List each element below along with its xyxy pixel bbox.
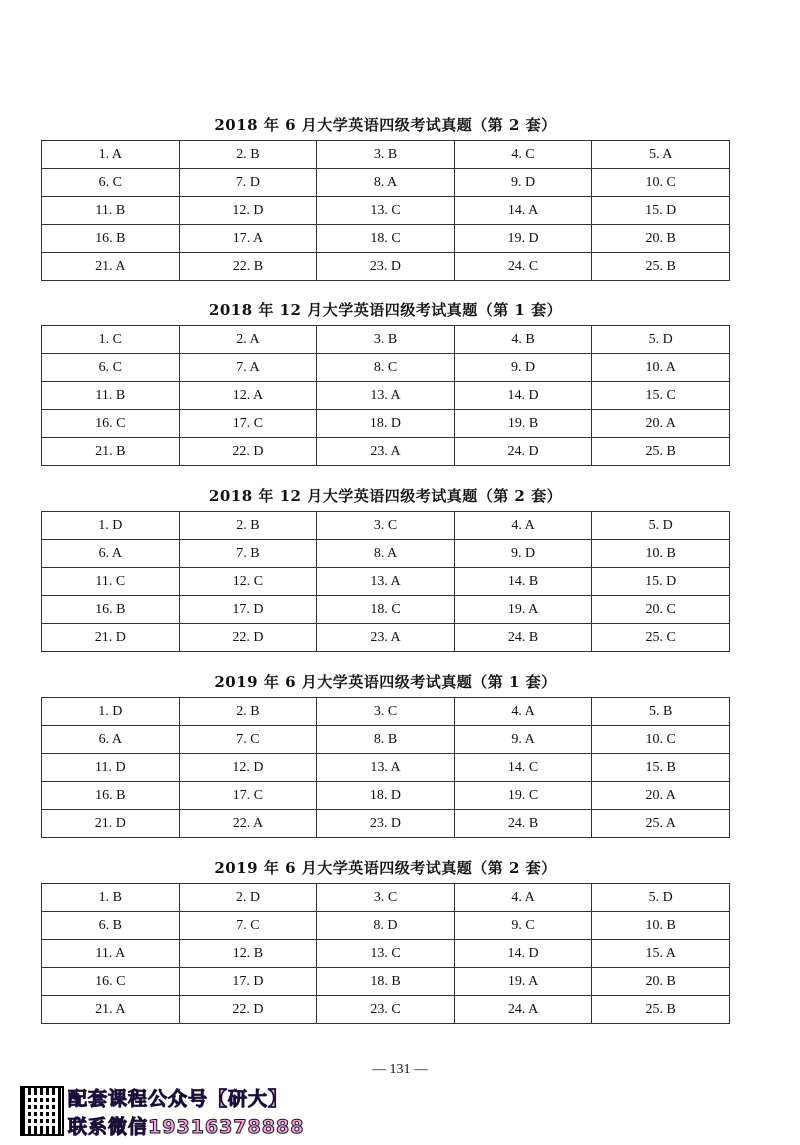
answer-cell: 25. B bbox=[592, 438, 730, 466]
answer-cell: 1. D bbox=[42, 512, 180, 540]
table-row bbox=[42, 884, 730, 912]
answer-cell: 5. D bbox=[592, 326, 730, 354]
answer-cell: 7. D bbox=[179, 169, 317, 197]
watermark-line-1: 配套课程公众号【研大】 bbox=[68, 1088, 289, 1110]
table-row bbox=[42, 810, 730, 838]
answer-cell: 9. A bbox=[454, 726, 592, 754]
answer-cell: 21. A bbox=[42, 253, 180, 281]
answer-cell: 10. C bbox=[592, 169, 730, 197]
answer-cell: 13. C bbox=[317, 197, 455, 225]
answer-section bbox=[41, 110, 730, 281]
answer-cell: 10. C bbox=[592, 726, 730, 754]
answer-cell: 16. B bbox=[42, 225, 180, 253]
answer-cell: 11. A bbox=[42, 940, 180, 968]
answer-cell: 6. A bbox=[42, 726, 180, 754]
table-row bbox=[42, 382, 730, 410]
answer-cell: 7. C bbox=[179, 726, 317, 754]
table-row bbox=[42, 410, 730, 438]
answer-cell: 20. B bbox=[592, 968, 730, 996]
answer-cell: 21. D bbox=[42, 624, 180, 652]
answer-cell: 15. A bbox=[592, 940, 730, 968]
table-row bbox=[42, 169, 730, 197]
answer-cell: 6. C bbox=[42, 169, 180, 197]
answer-cell: 17. D bbox=[179, 596, 317, 624]
answer-cell: 22. D bbox=[179, 624, 317, 652]
answer-cell: 6. C bbox=[42, 354, 180, 382]
answer-cell: 21. B bbox=[42, 438, 180, 466]
table-row bbox=[42, 726, 730, 754]
answer-cell: 15. B bbox=[592, 754, 730, 782]
answer-cell: 19. A bbox=[454, 968, 592, 996]
answer-cell: 8. B bbox=[317, 726, 455, 754]
answer-cell: 5. D bbox=[592, 884, 730, 912]
answer-cell: 22. A bbox=[179, 810, 317, 838]
answer-cell: 8. D bbox=[317, 912, 455, 940]
answer-cell: 6. A bbox=[42, 540, 180, 568]
answer-cell: 18. D bbox=[317, 410, 455, 438]
answer-section bbox=[41, 295, 730, 466]
answer-cell: 13. A bbox=[317, 754, 455, 782]
answer-cell: 11. C bbox=[42, 568, 180, 596]
answer-cell: 2. B bbox=[179, 698, 317, 726]
answer-cell: 13. A bbox=[317, 568, 455, 596]
watermark-line-2: 联系微信19316378888 bbox=[68, 1116, 305, 1138]
answer-cell: 15. C bbox=[592, 382, 730, 410]
answer-cell: 21. A bbox=[42, 996, 180, 1024]
answer-cell: 8. C bbox=[317, 354, 455, 382]
answer-table bbox=[41, 511, 730, 652]
answer-cell: 4. A bbox=[454, 512, 592, 540]
table-row bbox=[42, 253, 730, 281]
table-row bbox=[42, 568, 730, 596]
answer-cell: 4. A bbox=[454, 884, 592, 912]
answer-cell: 19. B bbox=[454, 410, 592, 438]
answer-cell: 25. A bbox=[592, 810, 730, 838]
table-row bbox=[42, 996, 730, 1024]
answer-cell: 12. B bbox=[179, 940, 317, 968]
qr-code-icon bbox=[20, 1086, 64, 1136]
answer-cell: 18. C bbox=[317, 225, 455, 253]
answer-cell: 16. B bbox=[42, 782, 180, 810]
answer-cell: 14. B bbox=[454, 568, 592, 596]
answer-section bbox=[41, 667, 730, 838]
page-number: — 131 — bbox=[372, 1062, 428, 1077]
answer-cell: 20. B bbox=[592, 225, 730, 253]
answer-cell: 10. A bbox=[592, 354, 730, 382]
answer-cell: 2. B bbox=[179, 141, 317, 169]
answer-cell: 3. C bbox=[317, 884, 455, 912]
answer-cell: 11. D bbox=[42, 754, 180, 782]
answer-cell: 3. C bbox=[317, 698, 455, 726]
answer-cell: 15. D bbox=[592, 568, 730, 596]
answer-cell: 4. C bbox=[454, 141, 592, 169]
answer-cell: 12. D bbox=[179, 754, 317, 782]
answer-cell: 1. A bbox=[42, 141, 180, 169]
answer-table bbox=[41, 140, 730, 281]
section-title: 2018 年 6 月大学英语四级考试真题（第 2 套） bbox=[214, 116, 557, 134]
answer-cell: 15. D bbox=[592, 197, 730, 225]
answer-cell: 23. D bbox=[317, 253, 455, 281]
answer-cell: 23. D bbox=[317, 810, 455, 838]
answer-cell: 24. B bbox=[454, 624, 592, 652]
answer-cell: 20. C bbox=[592, 596, 730, 624]
answer-cell: 3. B bbox=[317, 326, 455, 354]
answer-cell: 17. D bbox=[179, 968, 317, 996]
table-row bbox=[42, 141, 730, 169]
answer-cell: 19. A bbox=[454, 596, 592, 624]
table-row bbox=[42, 698, 730, 726]
answer-cell: 19. C bbox=[454, 782, 592, 810]
answer-cell: 14. D bbox=[454, 940, 592, 968]
answer-cell: 22. B bbox=[179, 253, 317, 281]
section-title: 2018 年 12 月大学英语四级考试真题（第 2 套） bbox=[208, 487, 563, 505]
answer-cell: 18. D bbox=[317, 782, 455, 810]
answer-cell: 7. C bbox=[179, 912, 317, 940]
answer-cell: 12. D bbox=[179, 197, 317, 225]
answer-cell: 19. D bbox=[454, 225, 592, 253]
answer-cell: 7. B bbox=[179, 540, 317, 568]
answer-cell: 1. B bbox=[42, 884, 180, 912]
table-row bbox=[42, 754, 730, 782]
answer-cell: 20. A bbox=[592, 782, 730, 810]
table-row bbox=[42, 326, 730, 354]
table-row bbox=[42, 624, 730, 652]
answer-cell: 4. B bbox=[454, 326, 592, 354]
answer-cell: 17. C bbox=[179, 782, 317, 810]
answer-cell: 14. C bbox=[454, 754, 592, 782]
answer-cell: 13. C bbox=[317, 940, 455, 968]
answer-cell: 11. B bbox=[42, 382, 180, 410]
answer-cell: 17. C bbox=[179, 410, 317, 438]
table-row bbox=[42, 197, 730, 225]
answer-cell: 9. C bbox=[454, 912, 592, 940]
answer-cell: 14. D bbox=[454, 382, 592, 410]
answer-cell: 11. B bbox=[42, 197, 180, 225]
table-row bbox=[42, 438, 730, 466]
answer-cell: 16. C bbox=[42, 410, 180, 438]
answer-cell: 24. D bbox=[454, 438, 592, 466]
answer-cell: 4. A bbox=[454, 698, 592, 726]
answer-cell: 1. C bbox=[42, 326, 180, 354]
answer-cell: 1. D bbox=[42, 698, 180, 726]
answer-cell: 13. A bbox=[317, 382, 455, 410]
section-title: 2019 年 6 月大学英语四级考试真题（第 1 套） bbox=[214, 673, 557, 691]
answer-cell: 3. C bbox=[317, 512, 455, 540]
answer-cell: 6. B bbox=[42, 912, 180, 940]
table-row bbox=[42, 540, 730, 568]
table-row bbox=[42, 596, 730, 624]
table-row bbox=[42, 512, 730, 540]
answer-cell: 23. C bbox=[317, 996, 455, 1024]
table-row bbox=[42, 225, 730, 253]
answer-cell: 10. B bbox=[592, 540, 730, 568]
answer-cell: 5. D bbox=[592, 512, 730, 540]
answer-cell: 7. A bbox=[179, 354, 317, 382]
answer-cell: 3. B bbox=[317, 141, 455, 169]
answer-cell: 24. B bbox=[454, 810, 592, 838]
answer-cell: 2. A bbox=[179, 326, 317, 354]
table-row bbox=[42, 912, 730, 940]
answer-cell: 12. A bbox=[179, 382, 317, 410]
answer-section bbox=[41, 481, 730, 652]
answer-cell: 17. A bbox=[179, 225, 317, 253]
answer-table bbox=[41, 697, 730, 838]
answer-cell: 18. B bbox=[317, 968, 455, 996]
answer-section bbox=[41, 853, 730, 1024]
answer-cell: 22. D bbox=[179, 438, 317, 466]
section-title: 2019 年 6 月大学英语四级考试真题（第 2 套） bbox=[214, 859, 557, 877]
answer-cell: 10. B bbox=[592, 912, 730, 940]
answer-cell: 25. B bbox=[592, 253, 730, 281]
answer-cell: 21. D bbox=[42, 810, 180, 838]
table-row bbox=[42, 940, 730, 968]
answer-cell: 9. D bbox=[454, 169, 592, 197]
answer-cell: 24. A bbox=[454, 996, 592, 1024]
answer-cell: 18. C bbox=[317, 596, 455, 624]
table-row bbox=[42, 354, 730, 382]
answer-cell: 8. A bbox=[317, 169, 455, 197]
answer-cell: 12. C bbox=[179, 568, 317, 596]
answer-table bbox=[41, 883, 730, 1024]
answer-cell: 16. B bbox=[42, 596, 180, 624]
answer-cell: 5. A bbox=[592, 141, 730, 169]
watermark bbox=[20, 1084, 320, 1140]
table-row bbox=[42, 968, 730, 996]
answer-cell: 23. A bbox=[317, 438, 455, 466]
answer-cell: 16. C bbox=[42, 968, 180, 996]
answer-table bbox=[41, 325, 730, 466]
answer-cell: 14. A bbox=[454, 197, 592, 225]
answer-cell: 8. A bbox=[317, 540, 455, 568]
answer-cell: 5. B bbox=[592, 698, 730, 726]
answer-cell: 9. D bbox=[454, 540, 592, 568]
section-title: 2018 年 12 月大学英语四级考试真题（第 1 套） bbox=[208, 301, 563, 319]
answer-cell: 25. C bbox=[592, 624, 730, 652]
answer-cell: 2. D bbox=[179, 884, 317, 912]
answer-cell: 24. C bbox=[454, 253, 592, 281]
answer-cell: 2. B bbox=[179, 512, 317, 540]
answer-cell: 9. D bbox=[454, 354, 592, 382]
answer-cell: 20. A bbox=[592, 410, 730, 438]
answer-cell: 22. D bbox=[179, 996, 317, 1024]
answer-cell: 23. A bbox=[317, 624, 455, 652]
answer-cell: 25. B bbox=[592, 996, 730, 1024]
table-row bbox=[42, 782, 730, 810]
